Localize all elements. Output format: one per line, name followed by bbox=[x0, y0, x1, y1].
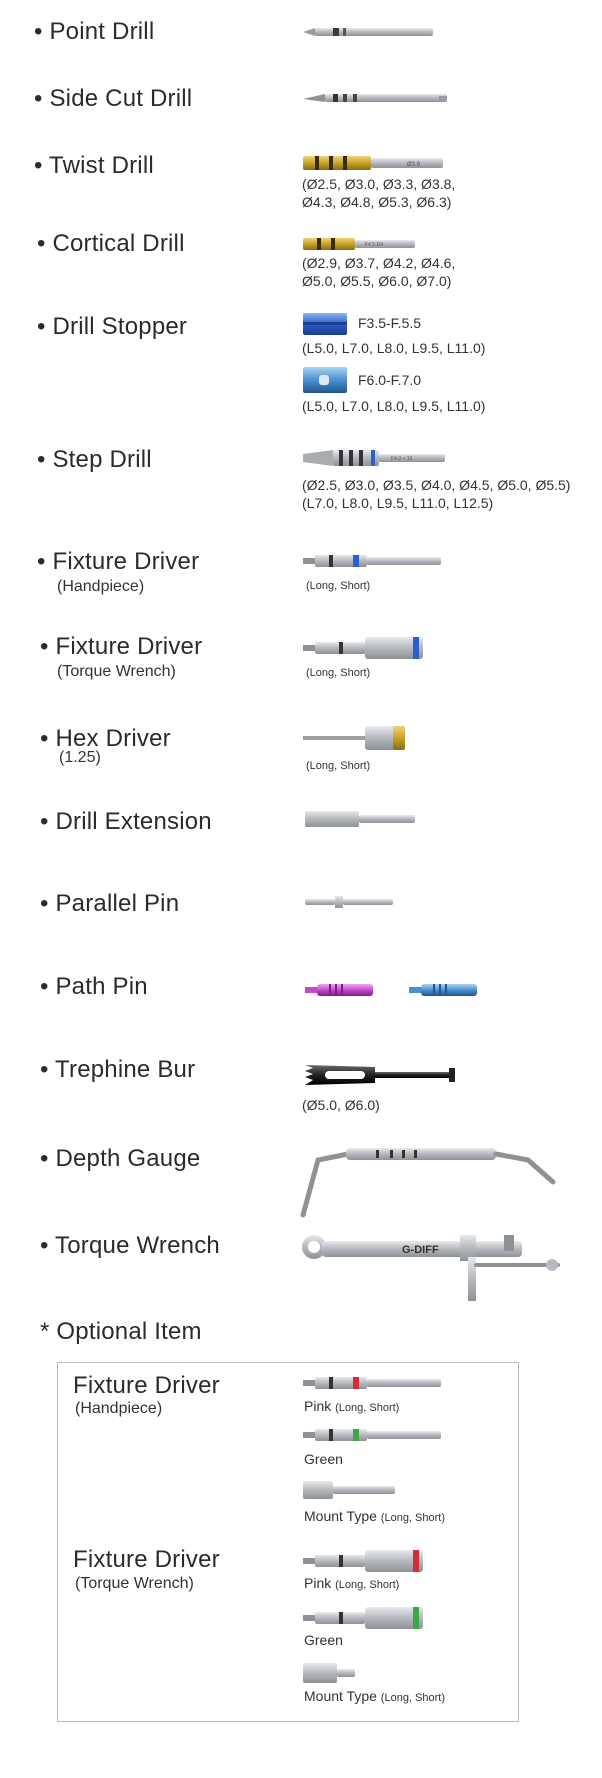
color-name: Pink bbox=[304, 1575, 332, 1591]
size-note: (Long, Short) bbox=[380, 1512, 445, 1524]
optional-torque-pink-image bbox=[303, 1548, 428, 1574]
fixture-driver-torque-image bbox=[303, 635, 428, 661]
side-cut-drill-image bbox=[303, 91, 453, 105]
optional-group-1-title: Fixture Driver bbox=[73, 1372, 220, 1399]
step-drill-image bbox=[303, 448, 448, 468]
depth-gauge-image bbox=[298, 1140, 558, 1220]
trephine-bur-spec: (Ø5.0, Ø6.0) bbox=[302, 1097, 380, 1113]
item-name-drill-extension: • Drill Extension bbox=[40, 808, 212, 835]
optional-torque-mount-image bbox=[303, 1661, 358, 1685]
cortical-drill-image bbox=[303, 236, 418, 252]
step-drill-spec-line2: (L7.0, L8.0, L9.5, L11.0, L12.5) bbox=[302, 495, 494, 511]
item-name-side-cut-drill: • Side Cut Drill bbox=[34, 85, 193, 112]
optional-torque-green-label bbox=[304, 1632, 343, 1648]
drill-stopper-image-2 bbox=[303, 367, 347, 393]
cortical-drill-spec-line1: (Ø2.9, Ø3.7, Ø4.2, Ø4.6, bbox=[302, 255, 456, 271]
drill-stopper-image-1 bbox=[303, 313, 347, 335]
cortical-drill-spec-line2: Ø5.0, Ø5.5, Ø6.0, Ø7.0) bbox=[302, 273, 452, 289]
item-name-fixture-driver-handpiece: • Fixture Driver bbox=[37, 548, 200, 575]
optional-handpiece-mount-image bbox=[303, 1479, 398, 1501]
item-name-depth-gauge: • Depth Gauge bbox=[40, 1145, 201, 1172]
color-name: Mount Type bbox=[304, 1508, 377, 1524]
twist-drill-image bbox=[303, 153, 448, 173]
item-name-trephine-bur: • Trephine Bur bbox=[40, 1056, 196, 1083]
drill-stopper-spec-1: (L5.0, L7.0, L8.0, L9.5, L11.0) bbox=[302, 340, 486, 356]
step-drill-spec-line1: (Ø2.5, Ø3.0, Ø3.5, Ø4.0, Ø4.5, Ø5.0, Ø5.5) bbox=[302, 477, 571, 493]
optional-torque-green-image bbox=[303, 1605, 428, 1631]
step-drill-marking: F4.0 × 10 bbox=[391, 456, 413, 462]
item-name-hex-driver: • Hex Driver bbox=[40, 725, 171, 752]
optional-handpiece-mount-label bbox=[304, 1508, 445, 1524]
drill-extension-image bbox=[305, 809, 420, 829]
size-note: (Long, Short) bbox=[335, 1579, 400, 1591]
color-name: Pink bbox=[304, 1398, 332, 1414]
hex-driver-image bbox=[303, 722, 408, 754]
item-name-drill-stopper: • Drill Stopper bbox=[37, 313, 188, 340]
path-pin-magenta-image bbox=[305, 983, 375, 997]
size-note: (Long, Short) bbox=[335, 1402, 400, 1414]
optional-handpiece-green-label bbox=[304, 1451, 343, 1467]
hex-driver-spec: (Long, Short) bbox=[306, 760, 371, 772]
drill-stopper-label-2: F6.0-F.7.0 bbox=[358, 372, 422, 388]
point-drill-image bbox=[303, 25, 433, 39]
item-name-parallel-pin: • Parallel Pin bbox=[40, 890, 180, 917]
item-name-twist-drill: • Twist Drill bbox=[34, 152, 154, 179]
fixture-driver-handpiece-spec: (Long, Short) bbox=[306, 580, 371, 592]
parallel-pin-image bbox=[305, 894, 395, 910]
fixture-driver-handpiece-sub: (Handpiece) bbox=[57, 578, 145, 595]
path-pin-blue-image bbox=[409, 983, 479, 997]
optional-torque-mount-label bbox=[304, 1688, 445, 1704]
item-name-cortical-drill: • Cortical Drill bbox=[37, 230, 185, 257]
cortical-drill-marking: F4.5-D4 bbox=[365, 242, 384, 248]
color-name: Green bbox=[304, 1451, 343, 1467]
optional-handpiece-pink-label bbox=[304, 1398, 399, 1414]
size-note: (Long, Short) bbox=[380, 1692, 445, 1704]
twist-drill-spec-line1: (Ø2.5, Ø3.0, Ø3.3, Ø3.8, bbox=[302, 176, 456, 192]
torque-wrench-image bbox=[300, 1225, 565, 1305]
optional-group-2-title: Fixture Driver bbox=[73, 1546, 220, 1573]
item-name-torque-wrench: • Torque Wrench bbox=[40, 1232, 220, 1259]
twist-drill-spec-line2: Ø4.3, Ø4.8, Ø5.3, Ø6.3) bbox=[302, 194, 452, 210]
drill-stopper-label-1: F3.5-F.5.5 bbox=[358, 315, 422, 331]
fixture-driver-torque-sub: (Torque Wrench) bbox=[57, 663, 176, 680]
optional-handpiece-green-image bbox=[303, 1427, 443, 1443]
item-name-fixture-driver-torque: • Fixture Driver bbox=[40, 633, 203, 660]
fixture-driver-handpiece-image bbox=[303, 553, 443, 569]
color-name: Mount Type bbox=[304, 1688, 377, 1704]
item-name-point-drill: • Point Drill bbox=[34, 18, 155, 45]
item-name-path-pin: • Path Pin bbox=[40, 973, 148, 1000]
item-name-step-drill: • Step Drill bbox=[37, 446, 152, 473]
optional-group-2-sub: (Torque Wrench) bbox=[75, 1575, 194, 1592]
fixture-driver-torque-spec: (Long, Short) bbox=[306, 667, 371, 679]
optional-torque-pink-label bbox=[304, 1575, 399, 1591]
hex-driver-sub: (1.25) bbox=[59, 749, 101, 766]
optional-heading: * Optional Item bbox=[40, 1318, 202, 1345]
optional-group-1-sub: (Handpiece) bbox=[75, 1400, 163, 1417]
trephine-bur-image bbox=[305, 1063, 460, 1087]
twist-drill-marking: Ø3.8 bbox=[407, 162, 421, 168]
torque-wrench-brand: G-DIFF bbox=[402, 1244, 439, 1256]
drill-stopper-spec-2: (L5.0, L7.0, L8.0, L9.5, L11.0) bbox=[302, 398, 486, 414]
color-name: Green bbox=[304, 1632, 343, 1648]
optional-handpiece-pink-image bbox=[303, 1375, 443, 1391]
